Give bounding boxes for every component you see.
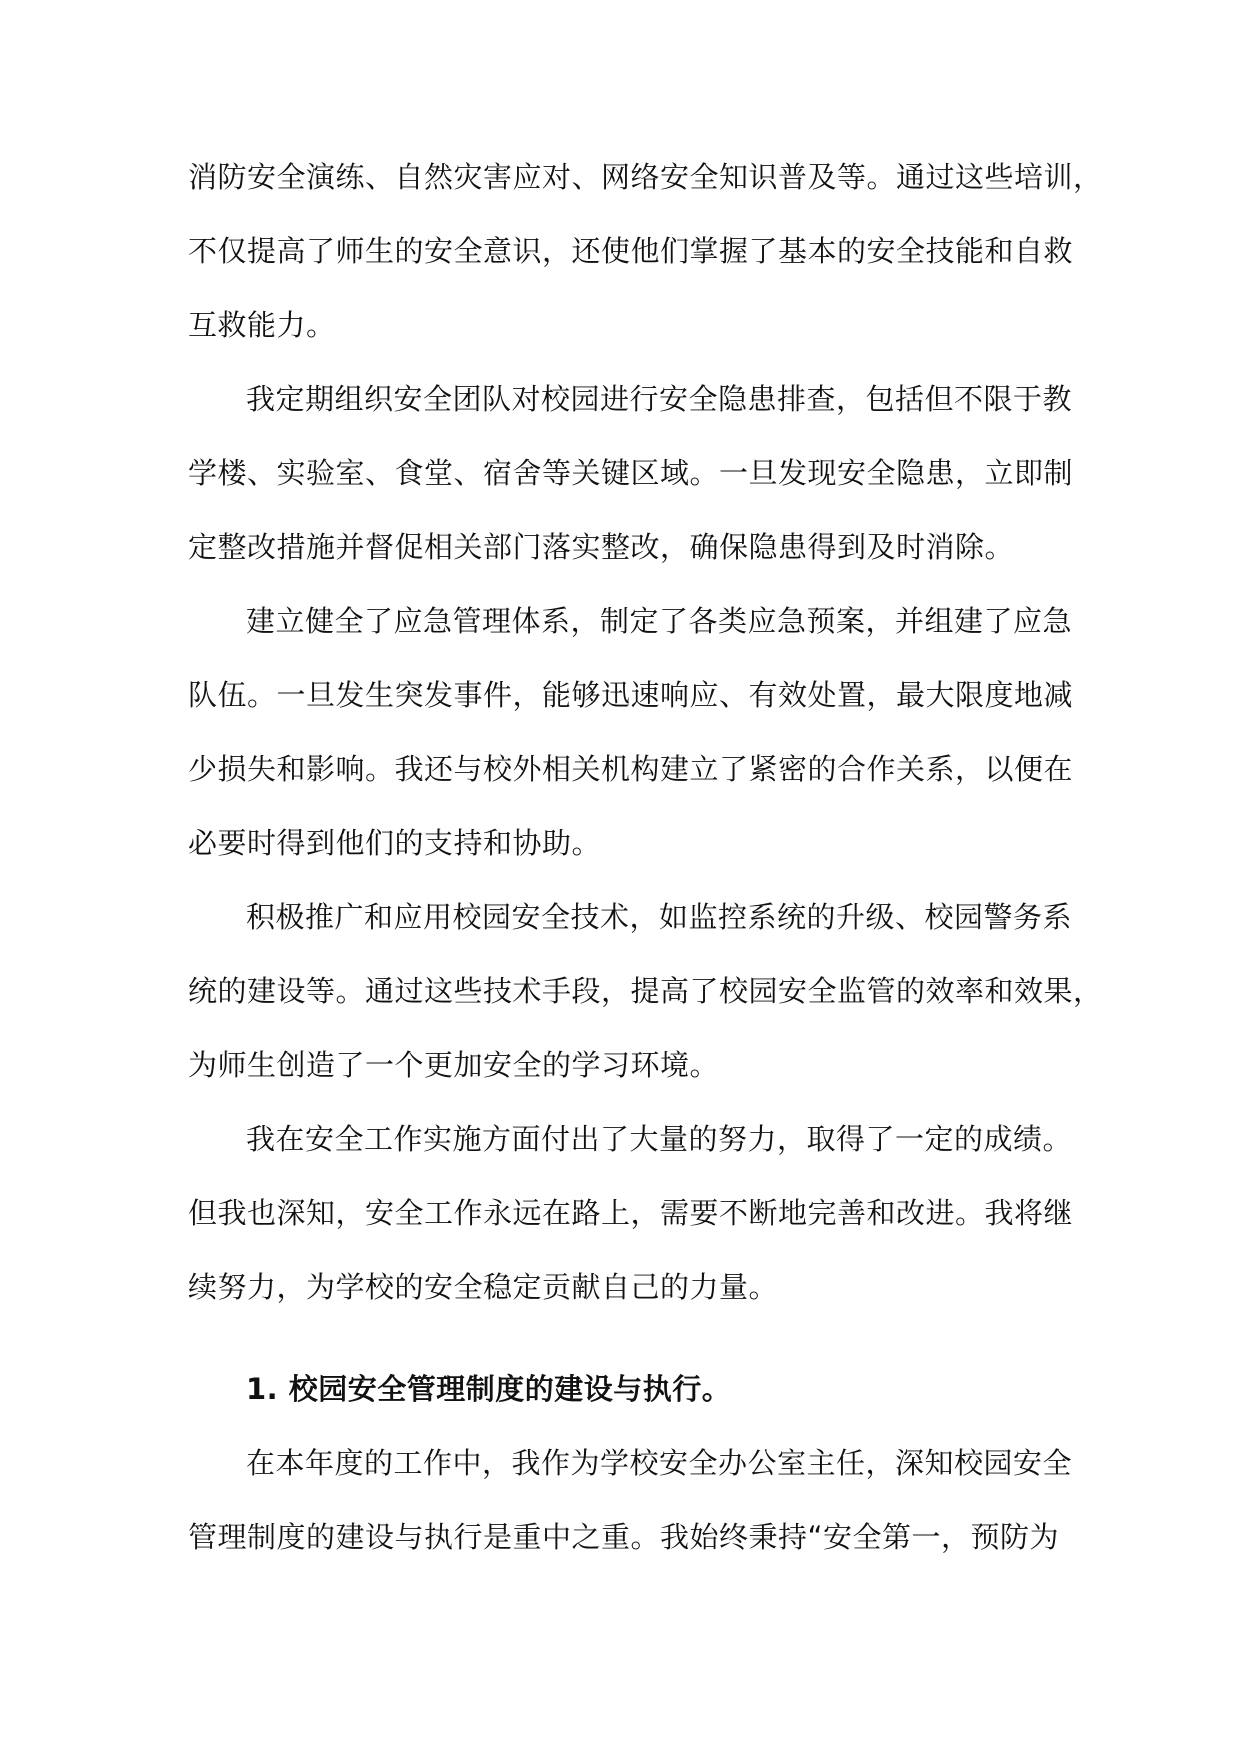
text-line: 管理制度的建设与执行是重中之重。我始终秉持“安全第一，预防为	[188, 1520, 1060, 1554]
text-line: 不仅提高了师生的安全意识，还使他们掌握了基本的安全技能和自救	[188, 234, 1074, 268]
text-line: 统的建设等。通过这些技术手段，提高了校园安全监管的效率和效果，	[188, 974, 1103, 1008]
body-text	[188, 140, 1103, 1574]
text-line: 我定期组织安全团队对校园进行安全隐患排查，包括但不限于教	[246, 382, 1073, 416]
text-line: 建立健全了应急管理体系，制定了各类应急预案，并组建了应急	[246, 604, 1073, 638]
text-line: 定整改措施并督促相关部门落实整改，确保隐患得到及时消除。	[188, 530, 1015, 564]
text-line: 续努力，为学校的安全稳定贡献自己的力量。	[188, 1270, 779, 1304]
text-line: 但我也深知，安全工作永远在路上，需要不断地完善和改进。我将继	[188, 1196, 1074, 1230]
text-line: 为师生创造了一个更加安全的学习环境。	[188, 1048, 720, 1082]
text-line: 队伍。一旦发生突发事件，能够迅速响应、有效处置，最大限度地减	[188, 678, 1074, 712]
text-line: 积极推广和应用校园安全技术，如监控系统的升级、校园警务系	[246, 900, 1073, 934]
section-gap	[188, 1324, 1058, 1352]
text-line: 消防安全演练、自然灾害应对、网络安全知识普及等。通过这些培训，	[188, 160, 1103, 194]
text-line: 在本年度的工作中，我作为学校安全办公室主任，深知校园安全	[246, 1446, 1073, 1480]
text-line: 少损失和影响。我还与校外相关机构建立了紧密的合作关系，以便在	[188, 752, 1074, 786]
text-line: 互救能力。	[188, 308, 336, 342]
text-line: 学楼、实验室、食堂、宿舍等关键区域。一旦发现安全隐患，立即制	[188, 456, 1074, 490]
text-line: 必要时得到他们的支持和协助。	[188, 826, 602, 860]
section-heading: 1. 校园安全管理制度的建设与执行。	[246, 1372, 732, 1406]
text-line: 我在安全工作实施方面付出了大量的努力，取得了一定的成绩。	[246, 1122, 1073, 1156]
